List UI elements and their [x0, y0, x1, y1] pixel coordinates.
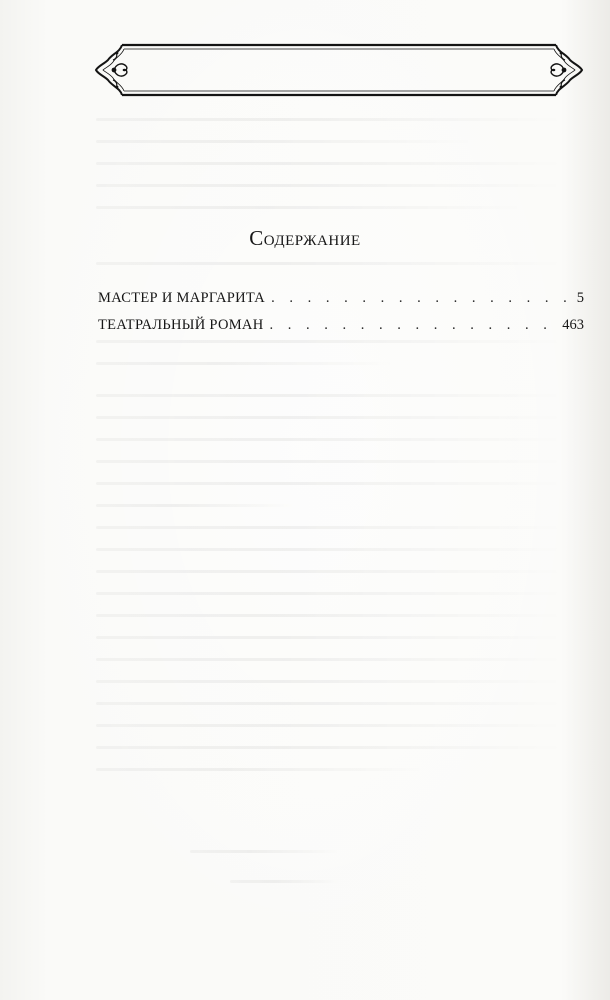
toc-entry-page: 463 [562, 317, 584, 333]
toc-leader-dots [271, 290, 571, 307]
toc-entry-title: ТЕАТРАЛЬНЫЙ РОМАН [98, 317, 264, 333]
page-title: Содержание [249, 226, 361, 250]
toc-entry-page: 5 [576, 290, 584, 306]
right-flourish-icon [551, 52, 566, 89]
toc-entry-title: МАСТЕР И МАРГАРИТА [98, 290, 266, 306]
toc-entry[interactable] [98, 317, 584, 344]
toc-entry[interactable] [98, 290, 584, 317]
table-of-contents [98, 290, 584, 344]
toc-leader-dots [269, 317, 556, 334]
left-flourish-icon [112, 52, 127, 89]
ornamental-frame [94, 42, 584, 98]
